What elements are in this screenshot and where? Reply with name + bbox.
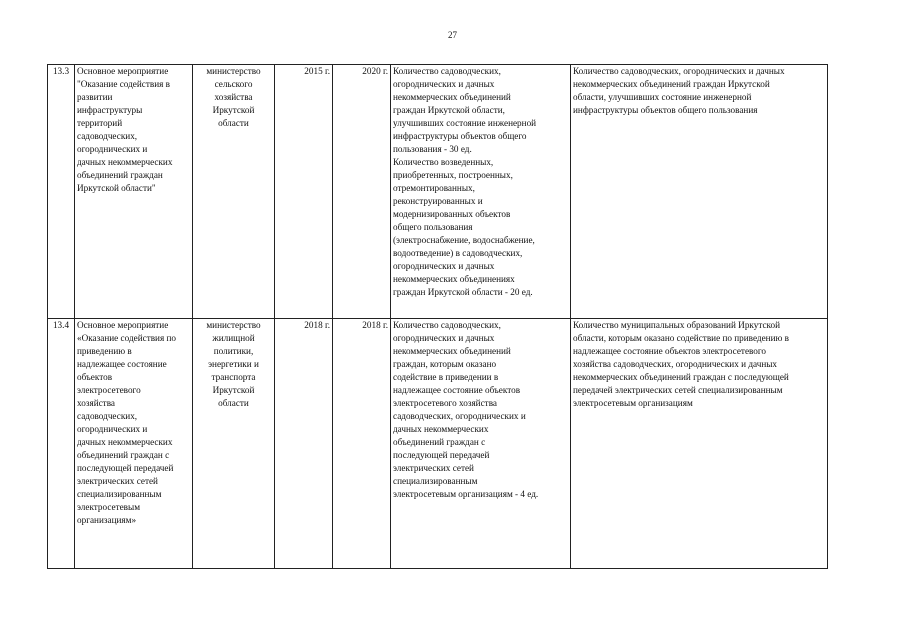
cell-text-line: огороднических и дачных: [393, 333, 495, 343]
cell-text-line: электросетевым организациям: [573, 398, 693, 408]
cell-text-line: Иркутской: [212, 105, 255, 115]
cell-text-line: инфраструктуры объектов общего пользования: [573, 105, 758, 115]
cell-text-line: надлежащее состояние объектов: [393, 385, 521, 395]
cell-text-line: электросетевым организациям - 4 ед.: [393, 489, 539, 499]
cell-text-line: последующей передачей: [393, 450, 490, 460]
indicators-cell: [391, 319, 571, 569]
cell-text-line: министерство: [206, 66, 261, 76]
cell-text-line: некоммерческих объединений: [393, 92, 511, 102]
cell-text-line: области, которым оказано содействие по приведению в: [573, 333, 790, 343]
cell-text-line: последующей передачей: [77, 463, 174, 473]
cell-text-line: специализированным: [77, 489, 162, 499]
cell-text-line: объектов: [77, 372, 113, 382]
cell-text-line: хозяйства садоводческих, огороднических и дачных: [573, 359, 778, 369]
cell-text-line: электрических сетей: [77, 476, 158, 486]
executor-cell: [193, 319, 275, 569]
cell-text-line: транспорта: [211, 372, 256, 382]
cell-text-line: организациям»: [77, 515, 137, 525]
cell-text-line: хозяйства: [77, 398, 115, 408]
cell-text-line: реконструированных и: [393, 196, 483, 206]
table-row: [48, 319, 828, 569]
cell-text-line: садоводческих,: [77, 411, 138, 421]
cell-text-line: "Оказание содействия в: [77, 79, 170, 89]
cell-text-line: жилищной: [212, 333, 255, 343]
cell-text-line: модернизированных объектов: [393, 209, 511, 219]
cell-text-line: сельского: [214, 79, 253, 89]
cell-text-line: электросетевого: [77, 385, 141, 395]
cell-text-line: специализированным: [393, 476, 478, 486]
cell-text-line: садоводческих,: [77, 131, 138, 141]
cell-text-line: надлежащее состояние объектов электросетевого: [573, 346, 767, 356]
row-number-cell: 13.3: [48, 65, 75, 319]
cell-text-line: Количество садоводческих,: [393, 320, 501, 330]
cell-text-line: дачных некоммерческих: [393, 424, 489, 434]
cell-text-line: Количество садоводческих, огороднических и дачных: [573, 66, 785, 76]
cell-text-line: электросетевого хозяйства: [393, 398, 497, 408]
cell-text-line: объединений граждан: [77, 170, 163, 180]
cell-text-line: передачей электрических сетей специализированным: [573, 385, 783, 395]
cell-text-line: Количество муниципальных образований Иркутской: [573, 320, 781, 330]
row-number-cell: 13.4: [48, 319, 75, 569]
cell-text-line: (электроснабжение, водоснабжение,: [393, 235, 535, 245]
cell-text-line: электросетевым: [77, 502, 141, 512]
result-cell: [571, 319, 828, 569]
start-year-cell: 2018 г.: [275, 319, 333, 569]
event-name-cell: [75, 319, 193, 569]
end-year-cell: 2020 г.: [333, 65, 391, 319]
cell-text-line: развитии: [77, 92, 113, 102]
cell-text-line: некоммерческих объединений граждан Иркутской: [573, 79, 770, 89]
result-cell: [571, 65, 828, 319]
cell-text-line: отремонтированных,: [393, 183, 475, 193]
cell-text-line: электрических сетей: [393, 463, 474, 473]
cell-text-line: министерство: [206, 320, 261, 330]
cell-text-line: области, улучшивших состояние инженерной: [573, 92, 752, 102]
cell-text-line: общего пользования: [393, 222, 473, 232]
executor-cell: [193, 65, 275, 319]
cell-text-line: объединений граждан с: [393, 437, 486, 447]
cell-text-line: некоммерческих объединениях: [393, 274, 515, 284]
cell-text-line: огороднических и: [77, 424, 148, 434]
table-row: [48, 65, 828, 319]
cell-text-line: хозяйства: [214, 92, 253, 102]
page-number: 27: [448, 30, 457, 40]
cell-text-line: некоммерческих объединений граждан с последующей: [573, 372, 789, 382]
cell-text-line: приобретенных, построенных,: [393, 170, 513, 180]
cell-text-line: области: [218, 118, 249, 128]
cell-text-line: приведению в: [77, 346, 132, 356]
program-events-table: [47, 64, 828, 569]
cell-text-line: Иркутской области": [77, 183, 156, 193]
event-name-cell: [75, 65, 193, 319]
cell-text-line: Иркутской: [212, 385, 255, 395]
cell-text-line: граждан Иркутской области - 20 ед.: [393, 287, 533, 297]
start-year-cell: 2015 г.: [275, 65, 333, 319]
cell-text-line: огороднических и дачных: [393, 261, 495, 271]
cell-text-line: граждан, которым оказано: [393, 359, 497, 369]
cell-text-line: Количество возведенных,: [393, 157, 494, 167]
cell-text-line: огороднических и: [77, 144, 148, 154]
cell-text-line: политики,: [213, 346, 254, 356]
cell-text-line: огороднических и дачных: [393, 79, 495, 89]
cell-text-line: пользования - 30 ед.: [393, 144, 472, 154]
cell-text-line: улучшивших состояние инженерной: [393, 118, 537, 128]
cell-text-line: территорий: [77, 118, 123, 128]
cell-text-line: дачных некоммерческих: [77, 437, 173, 447]
cell-text-line: Количество садоводческих,: [393, 66, 501, 76]
cell-text-line: инфраструктуры объектов общего: [393, 131, 527, 141]
cell-text-line: надлежащее состояние: [77, 359, 167, 369]
cell-text-line: дачных некоммерческих: [77, 157, 173, 167]
cell-text-line: водоотведение) в садоводческих,: [393, 248, 523, 258]
cell-text-line: области: [218, 398, 249, 408]
cell-text-line: Основное мероприятие: [77, 320, 169, 330]
cell-text-line: садоводческих, огороднических и: [393, 411, 526, 421]
end-year-cell: 2018 г.: [333, 319, 391, 569]
cell-text-line: энергетики и: [208, 359, 259, 369]
cell-text-line: «Оказание содействия по: [77, 333, 177, 343]
cell-text-line: содействие в приведении в: [393, 372, 499, 382]
cell-text-line: граждан Иркутской области,: [393, 105, 505, 115]
cell-text-line: Основное мероприятие: [77, 66, 169, 76]
cell-text-line: объединений граждан с: [77, 450, 170, 460]
cell-text-line: инфраструктуры: [77, 105, 143, 115]
cell-text-line: некоммерческих объединений: [393, 346, 511, 356]
indicators-cell: [391, 65, 571, 319]
